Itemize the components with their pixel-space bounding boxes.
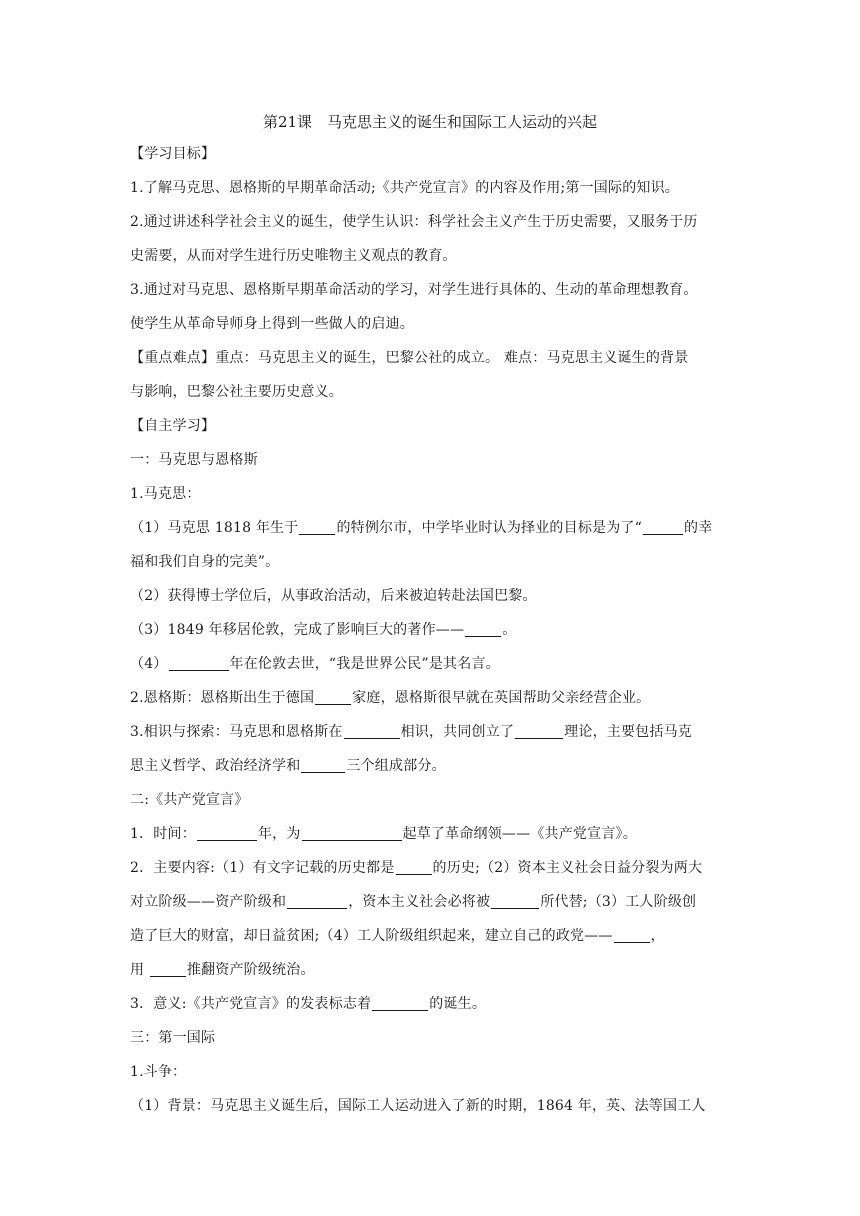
fill-blank[interactable] (169, 654, 229, 671)
document-body (130, 107, 730, 1123)
fill-blank[interactable] (299, 518, 335, 535)
text-fragment: 的诞生。 (429, 996, 487, 1012)
lesson-title: 第21课 马克思主义的诞生和国际工人运动的兴起 (262, 113, 598, 131)
text-fragment: 对立阶级——资产阶级和 (130, 894, 287, 910)
text-fragment: 推翻资产阶级统治。 (186, 962, 315, 978)
goal-1: 1.了解马克思、恩格斯的早期革命活动;《共产党宣言》的内容及作用;第一国际的知识。 (130, 180, 679, 196)
text-fragment: 家庭，恩格斯很早就在英国帮助父亲经营企业。 (352, 690, 651, 706)
text-fragment: 的历史;（2）资本主义社会日益分裂为两大 (432, 860, 703, 876)
text-fragment: 三个组成部分。 (346, 758, 446, 774)
fill-blank[interactable] (287, 892, 347, 909)
key-points-line-2: 与影响，巴黎公社主要历史意义。 (130, 384, 343, 400)
marx-item-1-line-1 (130, 511, 730, 545)
goal-3-line-1: 3.通过对马克思、恩格斯早期革命活动的学习，对学生进行具体的、生动的革命理想教育。 (130, 282, 698, 298)
text-fragment: 2.恩格斯：恩格斯出生于德国 (130, 690, 315, 706)
text-fragment: 。 (502, 622, 517, 638)
marx-item-2: （2）获得博士学位后，从事政治活动，后来被迫转赴法国巴黎。 (130, 588, 537, 604)
fill-blank[interactable] (344, 722, 400, 739)
section-3-header: 三：第一国际 (130, 1030, 216, 1046)
key-points-line-1: 【重点难点】重点：马克思主义的诞生，巴黎公社的成立。 难点：马克思主义诞生的背景 (130, 350, 689, 366)
text-fragment: 思主义哲学、政治经济学和 (130, 758, 301, 774)
goal-3-line-2: 使学生从革命导师身上得到一些做人的启迪。 (130, 316, 414, 332)
text-fragment: （1）马克思 1818 年生于 (130, 520, 299, 536)
fill-blank[interactable] (197, 824, 257, 841)
acquaintance-line-2 (130, 749, 730, 783)
goal-2-line-1: 2.通过讲述科学社会主义的诞生，使学生认识：科学社会主义产生于历史需要，又服务于历 (130, 214, 698, 230)
acquaintance-line-1 (130, 715, 730, 749)
marx-item-1-line-2: 福和我们自身的完美”。 (130, 554, 280, 570)
text-fragment: 造了巨大的财富，却日益贫困;（4）工人阶级组织起来，建立自己的政党—— (130, 928, 613, 944)
fill-blank[interactable] (515, 722, 563, 739)
text-fragment: ，资本主义社会必将被 (348, 894, 491, 910)
section-2-header: 二:《共产党宣言》 (130, 792, 249, 808)
text-fragment: 的幸 (684, 520, 713, 536)
fill-blank[interactable] (396, 858, 432, 875)
goal-2-line-2: 史需要，从而对学生进行历史唯物主义观点的教育。 (130, 248, 457, 264)
manifesto-content-line-3 (130, 919, 730, 953)
manifesto-time (130, 817, 730, 851)
fill-blank[interactable] (372, 994, 428, 1011)
text-fragment: （3）1849 年移居伦敦，完成了影响巨大的著作—— (130, 622, 465, 638)
fill-blank[interactable] (643, 518, 683, 535)
text-fragment: 相识，共同创立了 (400, 724, 515, 740)
section-1-header: 一：马克思与恩格斯 (130, 452, 258, 468)
text-fragment: 1．时间： (130, 826, 196, 842)
text-fragment: ， (650, 928, 665, 944)
manifesto-content-line-1 (130, 851, 730, 885)
struggle-background: （1）背景：马克思主义诞生后，国际工人运动进入了新的时期，1864 年，英、法等国工人 (130, 1098, 706, 1114)
text-fragment: 年在伦敦去世，“我是世界公民”是其名言。 (229, 656, 500, 672)
engels-item (130, 681, 730, 715)
struggle-subheader: 1.斗争： (130, 1064, 187, 1080)
manifesto-significance (130, 987, 730, 1021)
text-fragment: 的特例尔市，中学毕业时认为择业的目标是为了“ (336, 520, 642, 536)
text-fragment: 3．意义:《共产党宣言》的发表标志着 (130, 996, 372, 1012)
fill-blank[interactable] (301, 756, 345, 773)
goals-header: 【学习目标】 (130, 146, 216, 162)
fill-blank[interactable] (491, 892, 539, 909)
marx-item-3 (130, 613, 730, 647)
text-fragment: 3.相识与探索：马克思和恩格斯在 (130, 724, 343, 740)
manifesto-content-line-4 (130, 953, 730, 987)
fill-blank[interactable] (465, 620, 501, 637)
fill-blank[interactable] (614, 926, 650, 943)
marx-item-4 (130, 647, 730, 681)
marx-subheader: 1.马克思： (130, 486, 201, 502)
text-fragment: 所代替;（3）工人阶级创 (540, 894, 697, 910)
text-fragment: 理论，主要包括马克 (564, 724, 692, 740)
text-fragment: 用 (130, 962, 149, 978)
fill-blank[interactable] (315, 688, 351, 705)
text-fragment: 2．主要内容:（1）有文字记载的历史都是 (130, 860, 395, 876)
fill-blank[interactable] (150, 960, 186, 977)
fill-blank[interactable] (302, 824, 402, 841)
self-study-header: 【自主学习】 (130, 418, 216, 434)
text-fragment: 年，为 (257, 826, 301, 842)
text-fragment: 起草了革命纲领——《共产党宣言》。 (402, 826, 637, 842)
text-fragment: （4） (130, 656, 168, 672)
manifesto-content-line-2 (130, 885, 730, 919)
